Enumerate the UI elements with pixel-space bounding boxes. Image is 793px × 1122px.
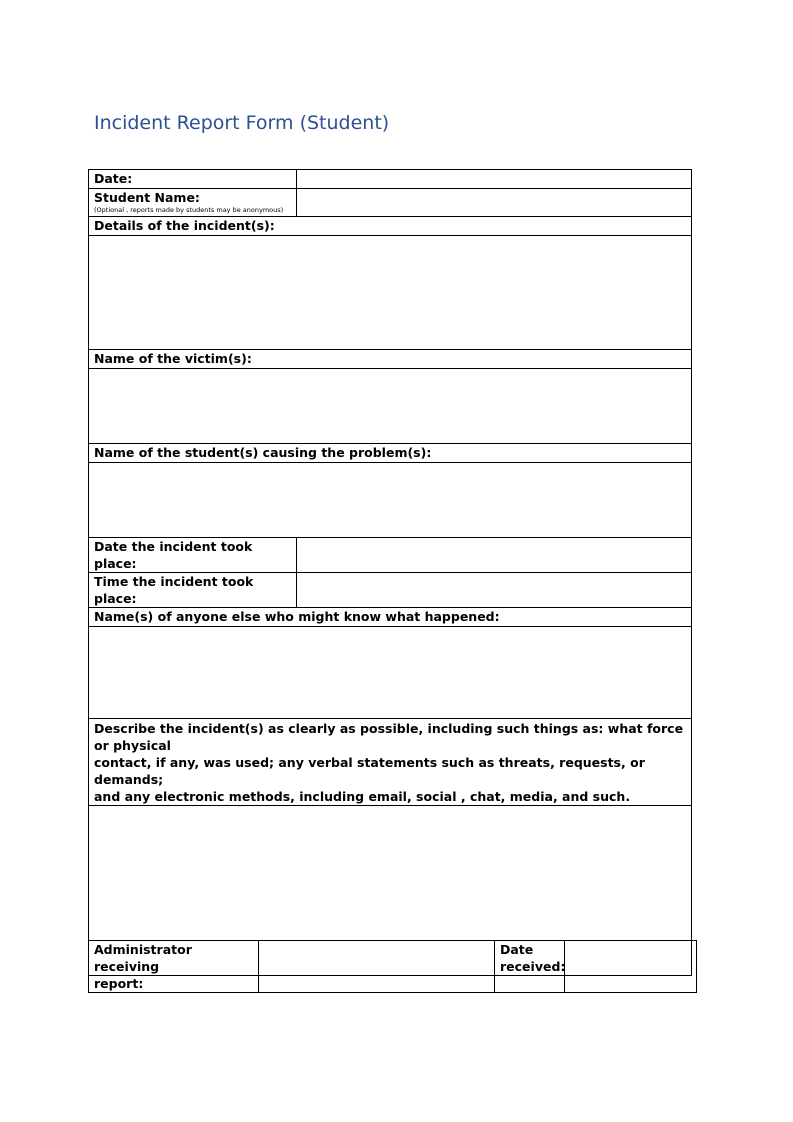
student-name-row — [89, 189, 692, 217]
victim-header-row — [89, 350, 692, 369]
incident-date-field[interactable] — [297, 538, 692, 573]
incident-report-table — [88, 169, 692, 976]
date-label: Date: — [89, 170, 297, 189]
student-name-note: (Optional , reports made by students may be anonymous) — [94, 206, 284, 214]
details-label: Details of the incident(s): — [89, 217, 692, 236]
date-row — [89, 170, 692, 189]
describe-line: and any electronic methods, including email, social , chat, media, and such. — [94, 789, 631, 804]
describe-header-row — [89, 719, 692, 806]
administrator-field[interactable] — [259, 941, 495, 993]
causing-field[interactable] — [89, 463, 692, 538]
administrator-row — [89, 941, 697, 993]
administrator-table — [88, 940, 697, 993]
page-title: Incident Report Form (Student) — [94, 112, 390, 134]
student-name-field[interactable] — [297, 189, 692, 217]
incident-time-label: Time the incident took place: — [89, 573, 297, 608]
incident-time-row — [89, 573, 692, 608]
date-field[interactable] — [297, 170, 692, 189]
date-received-label-line: received: — [500, 959, 566, 974]
student-name-cell — [89, 189, 297, 217]
details-row — [89, 236, 692, 350]
witnesses-label: Name(s) of anyone else who might know what happened: — [89, 608, 692, 627]
witnesses-header-row — [89, 608, 692, 627]
describe-label — [89, 719, 692, 806]
describe-line: Describe the incident(s) as clearly as possible, including such things as: what force or physical — [94, 721, 684, 753]
incident-time-field[interactable] — [297, 573, 692, 608]
incident-date-label: Date the incident took place: — [89, 538, 297, 573]
causing-header-row — [89, 444, 692, 463]
witnesses-row — [89, 627, 692, 719]
details-field[interactable] — [89, 236, 692, 350]
victim-label: Name of the victim(s): — [89, 350, 692, 369]
date-received-field[interactable] — [565, 941, 697, 993]
date-received-label — [495, 941, 565, 993]
details-header-row — [89, 217, 692, 236]
student-name-label: Student Name: — [94, 190, 200, 205]
causing-row — [89, 463, 692, 538]
victim-field[interactable] — [89, 369, 692, 444]
incident-date-row — [89, 538, 692, 573]
administrator-label-line: Administrator receiving — [94, 942, 192, 974]
administrator-label — [89, 941, 259, 993]
administrator-label-line: report: — [94, 976, 144, 991]
date-received-label-line: Date — [500, 942, 534, 957]
causing-label: Name of the student(s) causing the problem(s): — [89, 444, 692, 463]
describe-line: contact, if any, was used; any verbal statements such as threats, requests, or demands; — [94, 755, 645, 787]
victim-row — [89, 369, 692, 444]
witnesses-field[interactable] — [89, 627, 692, 719]
